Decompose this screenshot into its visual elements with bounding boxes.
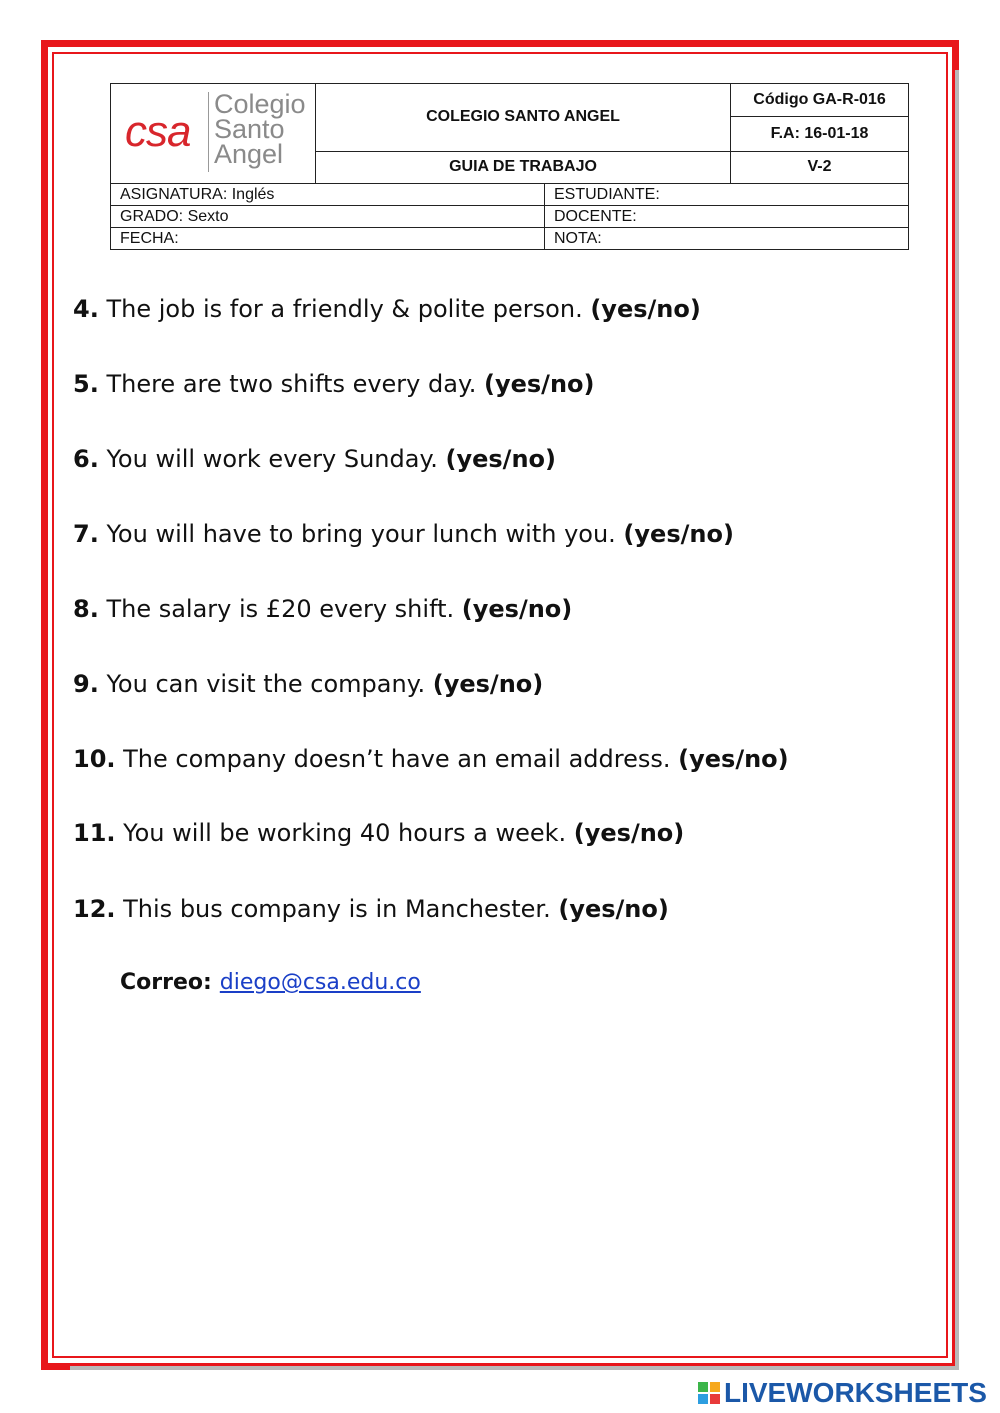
logo-csa-mark: csa	[125, 107, 191, 156]
document-fa: F.A: 16-01-18	[731, 117, 909, 151]
contact-line	[120, 968, 421, 998]
yes-no-choice[interactable]: (yes/no)	[445, 445, 556, 473]
question-12: 12. This bus company is in Manchester. (yes/no)	[73, 895, 669, 923]
yes-no-choice[interactable]: (yes/no)	[590, 295, 701, 323]
question-10: 10. The company doesn’t have an email address. (yes/no)	[73, 745, 789, 773]
school-name: COLEGIO SANTO ANGEL	[316, 84, 731, 152]
yes-no-choice[interactable]: (yes/no)	[678, 745, 789, 773]
border-shadow-bottom	[70, 1366, 959, 1370]
document-version: V-2	[731, 151, 909, 183]
question-5: 5. There are two shifts every day. (yes/no)	[73, 370, 595, 398]
border-shadow-right	[955, 70, 959, 1370]
field-asignatura: ASIGNATURA: Inglés	[111, 184, 545, 206]
header-table	[110, 83, 909, 184]
field-estudiante[interactable]: ESTUDIANTE:	[545, 184, 909, 206]
liveworksheets-watermark[interactable]	[698, 1378, 987, 1408]
yes-no-choice[interactable]: (yes/no)	[573, 819, 685, 847]
field-grado: GRADO: Sexto	[111, 206, 545, 228]
yes-no-choice[interactable]: (yes/no)	[461, 595, 573, 623]
field-fecha[interactable]: FECHA:	[111, 228, 545, 250]
contact-label: Correo:	[120, 970, 212, 995]
logo-words	[214, 89, 306, 169]
document-type: GUIA DE TRABAJO	[316, 151, 731, 183]
logo-word-1: Colegio	[214, 89, 306, 119]
field-nota[interactable]: NOTA:	[545, 228, 909, 250]
question-9: 9. You can visit the company. (yes/no)	[73, 670, 544, 698]
question-4: 4. The job is for a friendly & polite person. (yes/no)	[73, 295, 701, 323]
question-11: 11. You will be working 40 hours a week. (yes/no)	[73, 819, 685, 847]
yes-no-choice[interactable]: (yes/no)	[484, 370, 595, 398]
field-docente[interactable]: DOCENTE:	[545, 206, 909, 228]
yes-no-choice[interactable]: (yes/no)	[432, 670, 544, 698]
document-code: Código GA-R-016	[731, 84, 909, 117]
yes-no-choice[interactable]: (yes/no)	[623, 520, 734, 548]
info-table	[110, 183, 909, 250]
question-8: 8. The salary is £20 every shift. (yes/no)	[73, 595, 573, 623]
logo-word-3: Angel	[214, 139, 284, 169]
school-logo	[111, 84, 316, 184]
liveworksheets-text: LIVEWORKSHEETS	[724, 1377, 987, 1408]
contact-email-link[interactable]: diego@csa.edu.co	[219, 970, 421, 995]
logo-word-2: Santo	[214, 114, 285, 144]
question-7: 7. You will have to bring your lunch with you. (yes/no)	[73, 520, 734, 548]
liveworksheets-logo-icon	[698, 1382, 720, 1404]
question-6: 6. You will work every Sunday. (yes/no)	[73, 445, 556, 473]
logo-divider	[208, 92, 209, 172]
yes-no-choice[interactable]: (yes/no)	[558, 895, 669, 923]
